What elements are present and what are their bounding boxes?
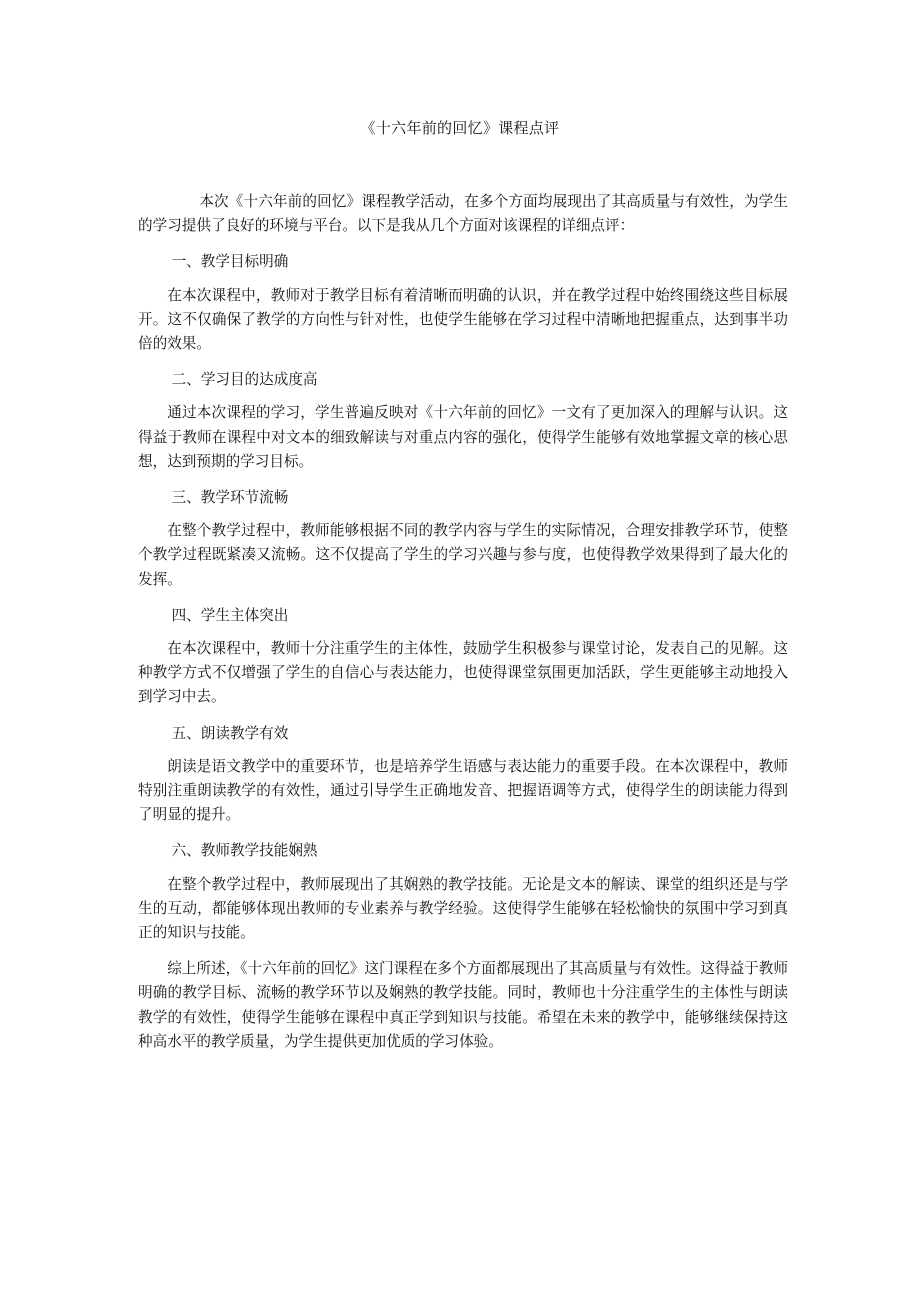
section-heading-3: 三、教学环节流畅 xyxy=(171,489,289,507)
document-title: 《十六年前的回忆》课程点评 xyxy=(360,119,560,137)
section-body-2: 通过本次课程的学习，学生普遍反映对《十六年前的回忆》一文有了更加深入的理解与认识。这得益于教师在课程中对文本的细致解读与对重点内容的强化，使得学生能够有效地掌握文章的核心思想，达到预期的学习目标。 xyxy=(138,404,788,470)
intro-paragraph: 本次《十六年前的回忆》课程教学活动，在多个方面均展现出了其高质量与有效性，为学生的学习提供了良好的环境与平台。以下是我从几个方面对该课程的详细点评： xyxy=(138,193,788,235)
section-heading-6: 六、教师教学技能娴熟 xyxy=(171,842,318,860)
section-heading-4: 四、学生主体突出 xyxy=(171,606,289,624)
document-body xyxy=(138,190,788,1066)
section-body-3: 在整个教学过程中，教师能够根据不同的教学内容与学生的实际情况，合理安排教学环节，使整个教学过程既紧凑又流畅。这不仅提高了学生的学习兴趣与参与度，也使得教学效果得到了最大化的发挥。 xyxy=(138,522,788,588)
section-body-1: 在本次课程中，教师对于教学目标有着清晰而明确的认识，并在教学过程中始终围绕这些目标展开。这不仅确保了教学的方向性与针对性，也使学生能够在学习过程中清晰地把握重点，达到事半功倍的效果。 xyxy=(138,286,788,353)
section-body-4: 在本次课程中，教师十分注重学生的主体性，鼓励学生积极参与课堂讨论，发表自己的见解。这种教学方式不仅增强了学生的自信心与表达能力，也使得课堂氛围更加活跃，学生更能够主动地投入到学习中去。 xyxy=(138,640,788,706)
section-body-6: 在整个教学过程中，教师展现出了其娴熟的教学技能。无论是文本的解读、课堂的组织还是与学生的互动，都能够体现出教师的专业素养与教学经验。这使得学生能够在轻松愉快的氛围中学习到真正的知识与技能。 xyxy=(138,875,788,942)
section-heading-1: 一、教学目标明确 xyxy=(171,253,289,271)
section-heading-2: 二、学习目的达成度高 xyxy=(171,371,318,389)
section-body-5: 朗读是语文教学中的重要环节，也是培养学生语感与表达能力的重要手段。在本次课程中，教师特别注重朗读教学的有效性，通过引导学生正确地发音、把握语调等方式，使得学生的朗读能力得到了明显的提升。 xyxy=(138,757,788,824)
conclusion-paragraph: 综上所述，《十六年前的回忆》这门课程在多个方面都展现出了其高质量与有效性。这得益于教师明确的教学目标、流畅的教学环节以及娴熟的教学技能。同时，教师也十分注重学生的主体性与朗读教学的有效性，使得学生能够在课程中真正学到知识与技能。希望在未来的教学中，能够继续保持这种高水平的教学质量，为学生提供更加优质的学习体验。 xyxy=(138,960,788,1050)
section-heading-5: 五、朗读教学有效 xyxy=(171,724,289,742)
